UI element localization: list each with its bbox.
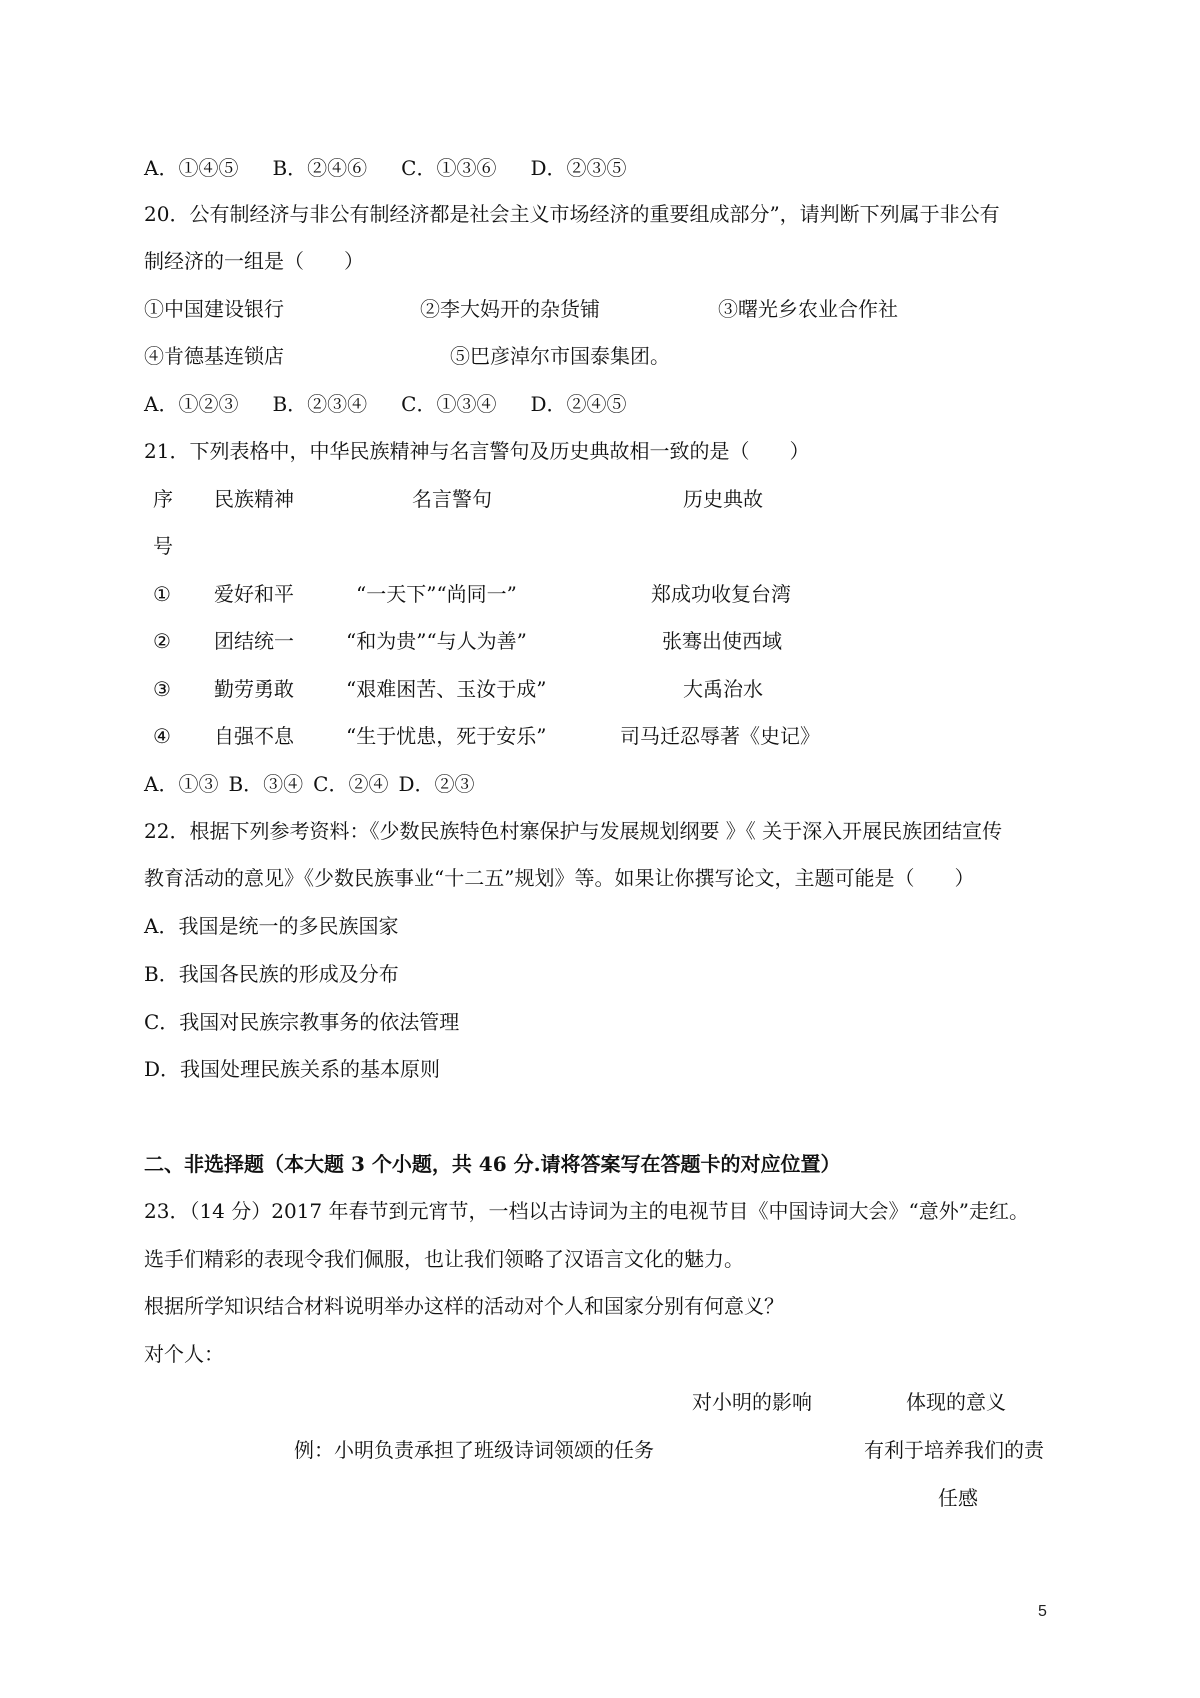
q21-option-a: A．①③ xyxy=(144,772,219,796)
q23-line1: 23．（14 分）2017 年春节到元宵节，一档以古诗词为主的电视节目《中国诗词大会》“意外”走红。 xyxy=(144,1199,1029,1223)
q21-stem: 21．下列表格中，中华民族精神与名言警句及历史典故相一致的是（ ） xyxy=(144,439,810,463)
q21-row3-spirit: 勤劳勇敢 xyxy=(214,677,294,701)
q21-row2-index: ② xyxy=(153,629,171,653)
q20-stem-line1: 20．公有制经济与非公有制经济都是社会主义市场经济的重要组成部分”，请判断下列属于非公有 xyxy=(144,202,1000,226)
q23-header-meaning: 体现的意义 xyxy=(906,1390,1006,1414)
q21-header-quote: 名言警句 xyxy=(412,487,492,511)
q22-stem-line2: 教育活动的意见》《少数民族事业“十二五”规划》等。如果让你撰写论文，主题可能是（ ） xyxy=(144,866,975,890)
q21-row4-quote: “生于忧患，死于安乐” xyxy=(346,724,547,748)
q21-row3-story: 大禹治水 xyxy=(683,677,763,701)
q20-item-3: ③曙光乡农业合作社 xyxy=(718,297,898,321)
q21-row2-quote: “和为贵”“与人为善” xyxy=(346,629,527,653)
q22-stem-line1: 22．根据下列参考资料：《少数民族特色村寨保护与发展规划纲要 》《 关于深入开展民族团结宣传 xyxy=(144,819,1003,843)
q23-example-right-1: 有利于培养我们的责 xyxy=(864,1438,1044,1462)
q22-option-c: C．我国对民族宗教事务的依法管理 xyxy=(144,1010,460,1034)
page-number: 5 xyxy=(1038,1603,1047,1620)
q20-item-4: ④肯德基连锁店 xyxy=(144,344,284,368)
q21-row1-index: ① xyxy=(153,582,171,606)
q19-option-a: A．①④⑤ xyxy=(144,156,239,180)
q21-row3-quote: “艰难困苦、玉汝于成” xyxy=(346,677,547,701)
q21-row1-quote: “一天下”“尚同一” xyxy=(356,582,517,606)
q22-option-a: A．我国是统一的多民族国家 xyxy=(144,914,399,938)
q20-item-2: ②李大妈开的杂货铺 xyxy=(420,297,600,321)
q19-option-d: D．②③⑤ xyxy=(530,156,627,180)
q21-header-index-wrap: 号 xyxy=(153,534,173,558)
q19-options xyxy=(144,154,661,182)
q21-row4-story: 司马迁忍辱著《史记》 xyxy=(620,724,820,748)
q20-stem-line2: 制经济的一组是（ ） xyxy=(144,249,364,273)
q21-header-index: 序 xyxy=(153,487,173,511)
section2-heading: 二、非选择题（本大题 3 个小题，共 46 分.请将答案写在答题卡的对应位置） xyxy=(144,1152,841,1176)
q21-row1-spirit: 爱好和平 xyxy=(214,582,294,606)
q20-options xyxy=(144,390,661,418)
q21-row4-index: ④ xyxy=(153,724,171,748)
q23-example-left: 例：小明负责承担了班级诗词领颂的任务 xyxy=(294,1438,654,1462)
q20-option-b: B．②③④ xyxy=(272,392,368,416)
q23-header-influence: 对小明的影响 xyxy=(692,1390,812,1414)
q21-option-d: D．②③ xyxy=(398,772,475,796)
q21-row1-story: 郑成功收复台湾 xyxy=(651,582,791,606)
q21-row4-spirit: 自强不息 xyxy=(214,724,294,748)
q23-example-right-2: 任感 xyxy=(938,1486,978,1510)
q20-item-5: ⑤巴彦淖尔市国泰集团。 xyxy=(450,344,670,368)
q23-line2: 选手们精彩的表现令我们佩服，也让我们领略了汉语言文化的魅力。 xyxy=(144,1247,744,1271)
q23-line3: 根据所学知识结合材料说明举办这样的活动对个人和国家分别有何意义？ xyxy=(144,1294,784,1318)
q21-option-c: C．②④ xyxy=(313,772,389,796)
q19-option-b: B．②④⑥ xyxy=(272,156,368,180)
q21-row3-index: ③ xyxy=(153,677,171,701)
q21-row2-story: 张骞出使西域 xyxy=(662,629,782,653)
q21-header-story: 历史典故 xyxy=(683,487,763,511)
q20-option-d: D．②④⑤ xyxy=(530,392,627,416)
q21-row2-spirit: 团结统一 xyxy=(214,629,294,653)
q20-option-a: A．①②③ xyxy=(144,392,239,416)
q19-option-c: C．①③⑥ xyxy=(401,156,497,180)
q22-option-d: D．我国处理民族关系的基本原则 xyxy=(144,1057,441,1081)
q22-option-b: B．我国各民族的形成及分布 xyxy=(144,962,399,986)
q21-options xyxy=(144,770,485,798)
q20-option-c: C．①③④ xyxy=(401,392,497,416)
q23-line4: 对个人： xyxy=(144,1342,224,1366)
q21-option-b: B．③④ xyxy=(228,772,304,796)
q20-item-1: ①中国建设银行 xyxy=(144,297,284,321)
q21-header-spirit: 民族精神 xyxy=(214,487,294,511)
